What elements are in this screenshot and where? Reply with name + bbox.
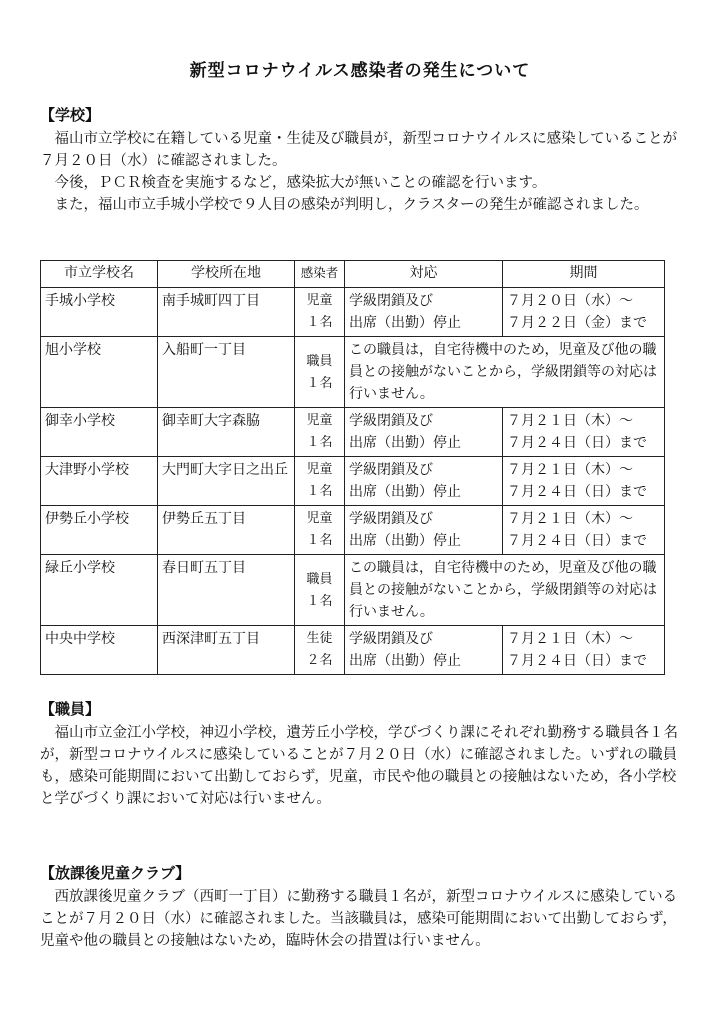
- period-end: ７月２４日（日）まで: [507, 533, 647, 549]
- school-section-body: [40, 128, 680, 216]
- period-cell: [503, 457, 665, 506]
- action-line: 学級閉鎖及び: [349, 413, 433, 429]
- infected-count: [295, 337, 345, 408]
- school-section-heading: 【学校】: [40, 106, 101, 124]
- col-header-address: 学校所在地: [158, 261, 295, 288]
- infected-number: ２名: [306, 653, 333, 668]
- school-address: 南手城町四丁目: [158, 288, 295, 337]
- infected-count: [295, 555, 345, 626]
- school-name: 手城小学校: [41, 288, 158, 337]
- school-paragraph: 今後，ＰＣＲ検査を実施するなど，感染拡大が無いことの確認を行います。: [54, 175, 547, 191]
- col-header-action: 対応: [345, 261, 503, 288]
- school-address: 伊勢丘五丁目: [158, 506, 295, 555]
- col-header-infected: 感染者: [295, 261, 345, 288]
- period-end: ７月２４日（日）まで: [507, 653, 647, 669]
- infected-count: [295, 626, 345, 675]
- school-address: 西深津町五丁目: [158, 626, 295, 675]
- infected-number: １名: [306, 315, 333, 330]
- infected-number: １名: [306, 594, 333, 609]
- action-cell: [345, 457, 503, 506]
- action-cell: [345, 506, 503, 555]
- infected-number: １名: [306, 435, 333, 450]
- action-cell: [345, 626, 503, 675]
- school-name: 緑丘小学校: [41, 555, 158, 626]
- school-name: 大津野小学校: [41, 457, 158, 506]
- action-line: 学級閉鎖及び: [349, 293, 433, 309]
- infected-count: [295, 457, 345, 506]
- school-name: 中央中学校: [41, 626, 158, 675]
- table-row: [41, 408, 665, 457]
- table-row: [41, 288, 665, 337]
- action-note-cell: この職員は，自宅待機中のため，児童及び他の職員との接触がないことから，学級閉鎖等の対応は行いません。: [345, 555, 665, 626]
- infected-type: 生徒: [306, 631, 333, 646]
- table-row: [41, 337, 665, 408]
- infected-type: 児童: [306, 462, 333, 477]
- action-line: 出席（出勤）停止: [349, 484, 461, 500]
- school-name: 御幸小学校: [41, 408, 158, 457]
- period-cell: [503, 506, 665, 555]
- page-title: 新型コロナウイルス感染者の発生について: [189, 61, 531, 81]
- action-line: 出席（出勤）停止: [349, 435, 461, 451]
- table-row: [41, 626, 665, 675]
- period-end: ７月２２日（金）まで: [507, 315, 647, 331]
- col-header-period: 期間: [503, 261, 665, 288]
- infected-count: [295, 288, 345, 337]
- period-start: ７月２１日（木）～: [507, 631, 633, 647]
- action-line: 出席（出勤）停止: [349, 315, 461, 331]
- action-line: 出席（出勤）停止: [349, 653, 461, 669]
- period-start: ７月２１日（木）～: [507, 413, 633, 429]
- school-paragraph: また，福山市立手城小学校で９人目の感染が判明し，クラスターの発生が確認されました。: [54, 197, 649, 213]
- infected-type: 児童: [306, 413, 333, 428]
- school-name: 旭小学校: [41, 337, 158, 408]
- school-paragraph: 福山市立学校に在籍している児童・生徒及び職員が，新型コロナウイルスに感染していることが７月２０日（水）に確認されました。: [40, 131, 678, 169]
- infected-type: 児童: [306, 293, 333, 308]
- infected-count: [295, 408, 345, 457]
- action-cell: [345, 408, 503, 457]
- staff-section-heading: 【職員】: [40, 700, 101, 718]
- staff-section-body: [40, 722, 680, 810]
- period-start: ７月２０日（水）～: [507, 293, 633, 309]
- school-address: 入船町一丁目: [158, 337, 295, 408]
- infected-type: 児童: [306, 511, 333, 526]
- club-section-body: [40, 886, 680, 952]
- period-start: ７月２１日（木）～: [507, 511, 633, 527]
- table-row: [41, 506, 665, 555]
- action-cell: [345, 288, 503, 337]
- infected-number: １名: [306, 376, 333, 391]
- period-cell: [503, 626, 665, 675]
- period-end: ７月２４日（日）まで: [507, 435, 647, 451]
- action-line: 学級閉鎖及び: [349, 462, 433, 478]
- period-end: ７月２４日（日）まで: [507, 484, 647, 500]
- staff-paragraph: 福山市立金江小学校，神辺小学校，遺芳丘小学校，学びづくり課にそれぞれ勤務する職員各１名が，新型コロナウイルスに感染していることが７月２０日（水）に確認されました。いずれの職員も，感染可能期間において出勤しておらず，児童，市民や他の職員との接触はないため，各小学校と学びづくり課において対応は行いません。: [40, 725, 678, 807]
- club-paragraph: 西放課後児童クラブ（西町一丁目）に勤務する職員１名が，新型コロナウイルスに感染していることが７月２０日（水）に確認されました。当該職員は，感染可能期間において出勤しておらず，児童や他の職員との接触はないため，臨時休会の措置は行いません。: [40, 889, 678, 949]
- table-row: [41, 555, 665, 626]
- school-name: 伊勢丘小学校: [41, 506, 158, 555]
- table-header-row: [41, 261, 665, 288]
- action-line: 学級閉鎖及び: [349, 511, 433, 527]
- school-address: 御幸町大字森脇: [158, 408, 295, 457]
- col-header-school: 市立学校名: [41, 261, 158, 288]
- period-cell: [503, 288, 665, 337]
- infected-count: [295, 506, 345, 555]
- club-section-heading: 【放課後児童クラブ】: [40, 864, 191, 882]
- infected-type: 職員: [306, 572, 333, 587]
- school-address: 春日町五丁目: [158, 555, 295, 626]
- action-line: 出席（出勤）停止: [349, 533, 461, 549]
- action-note-cell: この職員は，自宅待機中のため，児童及び他の職員との接触がないことから，学級閉鎖等の対応は行いません。: [345, 337, 665, 408]
- infected-number: １名: [306, 484, 333, 499]
- school-address: 大門町大字日之出丘: [158, 457, 295, 506]
- action-line: 学級閉鎖及び: [349, 631, 433, 647]
- infected-number: １名: [306, 533, 333, 548]
- period-cell: [503, 408, 665, 457]
- table-row: [41, 457, 665, 506]
- infected-type: 職員: [306, 354, 333, 369]
- period-start: ７月２１日（木）～: [507, 462, 633, 478]
- school-infection-table: [40, 260, 665, 675]
